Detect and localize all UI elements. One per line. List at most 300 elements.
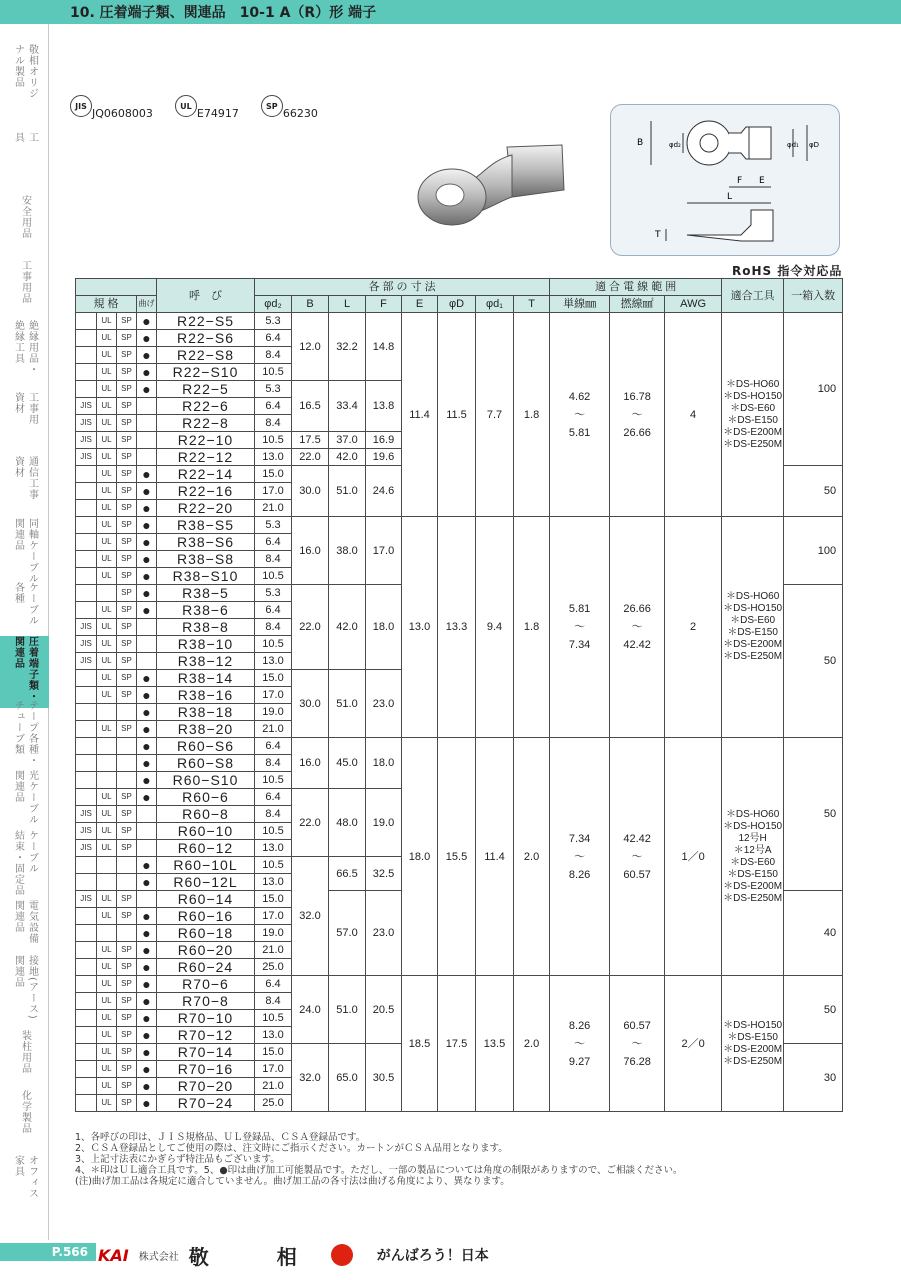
item-name: R70−24 bbox=[157, 1095, 255, 1112]
D-value: 13.3 bbox=[438, 517, 476, 738]
jis-mark: JIS bbox=[76, 398, 97, 415]
L-value: 38.0 bbox=[329, 517, 366, 585]
header-T: T bbox=[514, 296, 550, 313]
box-qty: 100 bbox=[784, 313, 843, 466]
cert-logo bbox=[175, 95, 239, 120]
jis-mark: JIS bbox=[76, 653, 97, 670]
d2-value: 6.4 bbox=[255, 602, 292, 619]
ul-mark: UL bbox=[97, 449, 117, 466]
d2-value: 8.4 bbox=[255, 551, 292, 568]
jis-mark bbox=[76, 721, 97, 738]
sidebar-item-label: テープ各種・ bbox=[26, 700, 38, 766]
csa-mark bbox=[117, 925, 137, 942]
d2-value: 10.5 bbox=[255, 364, 292, 381]
E-value: 11.4 bbox=[402, 313, 438, 517]
cert-logo bbox=[261, 95, 318, 120]
cert-mark-icon: SP bbox=[261, 95, 283, 117]
sidebar-item[interactable] bbox=[0, 955, 49, 1025]
item-name: R60−6 bbox=[157, 789, 255, 806]
ul-mark: UL bbox=[97, 602, 117, 619]
sidebar-item[interactable] bbox=[0, 44, 49, 124]
table-row bbox=[76, 313, 843, 330]
d2-value: 13.0 bbox=[255, 874, 292, 891]
F-value: 17.0 bbox=[366, 517, 402, 585]
csa-mark: SP bbox=[117, 840, 137, 857]
item-name: R38−16 bbox=[157, 687, 255, 704]
item-name: R38−14 bbox=[157, 670, 255, 687]
bend-mark: ● bbox=[137, 1044, 157, 1061]
jis-mark bbox=[76, 908, 97, 925]
page-number: P.566 bbox=[0, 1243, 96, 1261]
notes bbox=[75, 1132, 682, 1187]
jis-mark bbox=[76, 466, 97, 483]
L-value: 42.0 bbox=[329, 449, 366, 466]
note-line: 2、ＣＳＡ登録品としてご使用の際は、注文時にご指示ください。カートンがＣＳＡ品用となります。 bbox=[75, 1143, 508, 1154]
cell-line: 〜 bbox=[631, 408, 643, 421]
bend-mark bbox=[137, 432, 157, 449]
tool-item: ＊DS-E200M bbox=[723, 1043, 783, 1055]
label-d1: φd₁ bbox=[787, 141, 799, 149]
sidebar-item[interactable] bbox=[0, 518, 49, 590]
brand-logo: KAI bbox=[98, 1245, 129, 1265]
sidebar-item-label: 接地(アース) bbox=[26, 955, 38, 1020]
item-name: R70−10 bbox=[157, 1010, 255, 1027]
flower-icon bbox=[331, 1244, 353, 1266]
yosen-range bbox=[610, 738, 665, 976]
header-mage: 曲げ bbox=[137, 296, 157, 313]
cert-code: JQ0608003 bbox=[92, 107, 153, 120]
header-row-1 bbox=[76, 279, 843, 296]
sidebar-item[interactable] bbox=[0, 132, 49, 182]
d2-value: 10.5 bbox=[255, 636, 292, 653]
bend-mark: ● bbox=[137, 381, 157, 398]
header-E: E bbox=[402, 296, 438, 313]
bend-mark bbox=[137, 840, 157, 857]
csa-mark: SP bbox=[117, 1010, 137, 1027]
header-awg: AWG bbox=[665, 296, 722, 313]
item-name: R22−20 bbox=[157, 500, 255, 517]
sidebar-item-label: 関連品 bbox=[12, 955, 24, 988]
csa-mark: SP bbox=[117, 517, 137, 534]
sidebar-item[interactable] bbox=[0, 260, 49, 320]
d2-value: 10.5 bbox=[255, 432, 292, 449]
sidebar-item[interactable] bbox=[0, 195, 49, 255]
item-name: R60−12L bbox=[157, 874, 255, 891]
header-kikaku: 規 格 bbox=[76, 296, 137, 313]
sidebar-item[interactable] bbox=[0, 582, 49, 642]
csa-mark: SP bbox=[117, 908, 137, 925]
F-value: 19.6 bbox=[366, 449, 402, 466]
awg-value: 2 bbox=[665, 517, 722, 738]
bend-mark: ● bbox=[137, 755, 157, 772]
bend-mark bbox=[137, 398, 157, 415]
jis-mark: JIS bbox=[76, 415, 97, 432]
ul-mark bbox=[97, 874, 117, 891]
sidebar-item-label: 絶縁用品・ bbox=[26, 320, 38, 375]
cell-line: 〜 bbox=[631, 1037, 643, 1050]
jis-mark bbox=[76, 789, 97, 806]
d2-value: 8.4 bbox=[255, 993, 292, 1010]
header-D: φD bbox=[438, 296, 476, 313]
item-name: R60−12 bbox=[157, 840, 255, 857]
item-name: R70−14 bbox=[157, 1044, 255, 1061]
table-row bbox=[76, 976, 843, 993]
item-name: R38−S10 bbox=[157, 568, 255, 585]
bend-mark: ● bbox=[137, 1027, 157, 1044]
sidebar-item[interactable] bbox=[0, 1030, 49, 1090]
yosen-range bbox=[610, 313, 665, 517]
sidebar-item[interactable] bbox=[0, 700, 49, 772]
sidebar-item-label: 装柱用品 bbox=[19, 1030, 31, 1074]
L-value: 57.0 bbox=[329, 891, 366, 976]
sidebar-item-label: 各種 bbox=[12, 582, 24, 604]
ul-mark: UL bbox=[97, 483, 117, 500]
csa-mark: SP bbox=[117, 806, 137, 823]
L-value: 48.0 bbox=[329, 789, 366, 857]
item-name: R38−8 bbox=[157, 619, 255, 636]
csa-mark: SP bbox=[117, 602, 137, 619]
jis-mark bbox=[76, 483, 97, 500]
label-T: T bbox=[655, 230, 661, 240]
table-row bbox=[76, 517, 843, 534]
sidebar-item-label: 電気設備 bbox=[26, 900, 38, 944]
bend-mark: ● bbox=[137, 925, 157, 942]
jis-mark bbox=[76, 874, 97, 891]
ul-mark bbox=[97, 857, 117, 874]
box-qty: 40 bbox=[784, 891, 843, 976]
sidebar-item-label: 関連品 bbox=[12, 770, 24, 803]
sidebar bbox=[0, 24, 49, 1240]
T-value: 2.0 bbox=[514, 738, 550, 976]
csa-mark: SP bbox=[117, 364, 137, 381]
cert-code: E74917 bbox=[196, 107, 239, 120]
csa-mark: SP bbox=[117, 823, 137, 840]
bend-mark: ● bbox=[137, 789, 157, 806]
sidebar-item[interactable] bbox=[0, 456, 49, 516]
B-value: 32.0 bbox=[292, 1044, 329, 1112]
csa-mark: SP bbox=[117, 398, 137, 415]
bend-mark: ● bbox=[137, 908, 157, 925]
bend-mark: ● bbox=[137, 670, 157, 687]
item-name: R60−S8 bbox=[157, 755, 255, 772]
cell-line: 26.66 bbox=[623, 426, 651, 439]
label-E: E bbox=[759, 176, 765, 186]
bend-mark: ● bbox=[137, 330, 157, 347]
jis-mark: JIS bbox=[76, 619, 97, 636]
ul-mark: UL bbox=[97, 959, 117, 976]
item-name: R22−16 bbox=[157, 483, 255, 500]
sidebar-item-label: 関連品 bbox=[12, 518, 24, 551]
sidebar-item[interactable] bbox=[0, 900, 49, 960]
label-B: B bbox=[637, 138, 644, 148]
rohs-label: RoHS 指令対応品 bbox=[732, 264, 843, 278]
bend-mark bbox=[137, 619, 157, 636]
item-name: R70−8 bbox=[157, 993, 255, 1010]
sidebar-item[interactable] bbox=[0, 1090, 49, 1150]
sidebar-item[interactable] bbox=[0, 636, 49, 708]
tool-item: ＊DS-E150 bbox=[727, 414, 778, 426]
B-value: 16.0 bbox=[292, 517, 329, 585]
ul-mark: UL bbox=[97, 313, 117, 330]
d2-value: 25.0 bbox=[255, 1095, 292, 1112]
tool-item: ＊12号A bbox=[733, 844, 772, 856]
bend-mark bbox=[137, 415, 157, 432]
L-value: 42.0 bbox=[329, 585, 366, 670]
bend-mark: ● bbox=[137, 687, 157, 704]
tool-item: ＊DS-E60 bbox=[730, 856, 776, 868]
D-value: 17.5 bbox=[438, 976, 476, 1112]
F-value: 13.8 bbox=[366, 381, 402, 432]
cert-code: 66230 bbox=[282, 107, 318, 120]
header-kogu: 適合工具 bbox=[722, 279, 784, 313]
box-qty: 50 bbox=[784, 585, 843, 738]
B-value: 24.0 bbox=[292, 976, 329, 1044]
sidebar-item[interactable] bbox=[0, 320, 49, 390]
sidebar-item-label: 化学製品 bbox=[19, 1090, 31, 1134]
item-name: R70−6 bbox=[157, 976, 255, 993]
csa-mark: SP bbox=[117, 330, 137, 347]
tool-item: ＊DS-E250M bbox=[723, 438, 783, 450]
cell-line: 〜 bbox=[631, 850, 643, 863]
jis-mark bbox=[76, 755, 97, 772]
T-value: 2.0 bbox=[514, 976, 550, 1112]
sidebar-item[interactable] bbox=[0, 392, 49, 452]
ul-mark: UL bbox=[97, 908, 117, 925]
sidebar-item-label: 関連品 bbox=[12, 900, 24, 933]
ul-mark bbox=[97, 925, 117, 942]
ul-mark: UL bbox=[97, 415, 117, 432]
csa-mark: SP bbox=[117, 415, 137, 432]
header-tekigo: 適 合 電 線 範 囲 bbox=[550, 279, 722, 296]
jis-mark bbox=[76, 330, 97, 347]
item-name: R60−10 bbox=[157, 823, 255, 840]
jis-mark bbox=[76, 551, 97, 568]
csa-mark: SP bbox=[117, 942, 137, 959]
csa-mark: SP bbox=[117, 1061, 137, 1078]
csa-mark: SP bbox=[117, 1078, 137, 1095]
header-d2: φd₂ bbox=[255, 296, 292, 313]
tool-item: ＊DS-HO150 bbox=[723, 820, 783, 832]
item-name: R60−18 bbox=[157, 925, 255, 942]
jis-mark bbox=[76, 500, 97, 517]
ul-mark: UL bbox=[97, 381, 117, 398]
tool-item: ＊DS-E150 bbox=[727, 627, 778, 638]
cell-line: 42.42 bbox=[623, 832, 651, 845]
B-value: 16.5 bbox=[292, 381, 329, 432]
sidebar-item-label: 工事用 bbox=[26, 392, 38, 425]
d2-value: 6.4 bbox=[255, 398, 292, 415]
header-hako: 一箱入数 bbox=[784, 279, 843, 313]
jis-mark bbox=[76, 534, 97, 551]
sidebar-item-label: 圧着端子類・ bbox=[26, 636, 38, 702]
item-name: R60−8 bbox=[157, 806, 255, 823]
sidebar-item-label: ケーブル bbox=[26, 830, 38, 874]
csa-mark bbox=[117, 738, 137, 755]
d2-value: 13.0 bbox=[255, 653, 292, 670]
cell-line: 8.26 bbox=[568, 868, 591, 881]
ul-mark: UL bbox=[97, 398, 117, 415]
item-name: R38−6 bbox=[157, 602, 255, 619]
bend-mark: ● bbox=[137, 857, 157, 874]
csa-mark bbox=[117, 857, 137, 874]
B-value: 22.0 bbox=[292, 789, 329, 857]
jis-mark bbox=[76, 381, 97, 398]
awg-value: 2／0 bbox=[665, 976, 722, 1112]
tansen-range bbox=[550, 976, 610, 1112]
d2-value: 10.5 bbox=[255, 772, 292, 789]
bend-mark: ● bbox=[137, 602, 157, 619]
bend-mark: ● bbox=[137, 704, 157, 721]
item-name: R60−S6 bbox=[157, 738, 255, 755]
item-name: R60−20 bbox=[157, 942, 255, 959]
csa-mark: SP bbox=[117, 891, 137, 908]
item-name: R22−6 bbox=[157, 398, 255, 415]
bend-mark: ● bbox=[137, 466, 157, 483]
ul-mark: UL bbox=[97, 993, 117, 1010]
ul-mark bbox=[97, 772, 117, 789]
ul-mark: UL bbox=[97, 721, 117, 738]
header-tansen: 単線㎜ bbox=[550, 296, 610, 313]
bend-mark: ● bbox=[137, 874, 157, 891]
cert-mark-icon: UL bbox=[175, 95, 197, 117]
bend-mark bbox=[137, 449, 157, 466]
sidebar-item[interactable] bbox=[0, 1155, 49, 1215]
jis-mark: JIS bbox=[76, 432, 97, 449]
d2-value: 13.0 bbox=[255, 840, 292, 857]
item-name: R38−10 bbox=[157, 636, 255, 653]
sidebar-item-label: 資材 bbox=[12, 456, 24, 478]
jis-mark bbox=[76, 568, 97, 585]
tool-item: ＊DS-E60 bbox=[730, 402, 776, 414]
item-name: R38−20 bbox=[157, 721, 255, 738]
item-name: R38−18 bbox=[157, 704, 255, 721]
spec-table bbox=[75, 278, 843, 1112]
csa-mark: SP bbox=[117, 959, 137, 976]
jis-mark bbox=[76, 602, 97, 619]
csa-mark: SP bbox=[117, 466, 137, 483]
cell-line: 5.81 bbox=[568, 426, 591, 439]
ul-mark: UL bbox=[97, 789, 117, 806]
jis-mark bbox=[76, 1044, 97, 1061]
ul-mark: UL bbox=[97, 942, 117, 959]
tansen-range bbox=[550, 517, 610, 738]
item-name: R22−S5 bbox=[157, 313, 255, 330]
cell-line: 9.27 bbox=[568, 1055, 591, 1068]
jis-mark bbox=[76, 1027, 97, 1044]
csa-mark: SP bbox=[117, 449, 137, 466]
bend-mark: ● bbox=[137, 993, 157, 1010]
sidebar-item-label: 敬相オリジ bbox=[26, 44, 38, 99]
bend-mark bbox=[137, 806, 157, 823]
header-d1: φd₁ bbox=[476, 296, 514, 313]
ul-mark: UL bbox=[97, 347, 117, 364]
bend-mark: ● bbox=[137, 364, 157, 381]
csa-mark: SP bbox=[117, 1044, 137, 1061]
bend-mark: ● bbox=[137, 585, 157, 602]
box-qty: 50 bbox=[784, 466, 843, 517]
bend-mark: ● bbox=[137, 1010, 157, 1027]
item-name: R22−5 bbox=[157, 381, 255, 398]
item-name: R70−12 bbox=[157, 1027, 255, 1044]
ul-mark: UL bbox=[97, 636, 117, 653]
d2-value: 15.0 bbox=[255, 670, 292, 687]
item-name: R38−12 bbox=[157, 653, 255, 670]
B-value: 17.5 bbox=[292, 432, 329, 449]
tansen-range bbox=[550, 313, 610, 517]
item-name: R22−S8 bbox=[157, 347, 255, 364]
sidebar-item[interactable] bbox=[0, 830, 49, 902]
ul-mark: UL bbox=[97, 517, 117, 534]
cert-logos bbox=[70, 95, 318, 120]
header-yobi: 呼 び bbox=[157, 279, 255, 313]
d2-value: 8.4 bbox=[255, 619, 292, 636]
F-value: 19.0 bbox=[366, 789, 402, 857]
d2-value: 10.5 bbox=[255, 857, 292, 874]
ul-mark: UL bbox=[97, 619, 117, 636]
ul-mark: UL bbox=[97, 653, 117, 670]
L-value: 33.4 bbox=[329, 381, 366, 432]
dimension-drawing bbox=[610, 104, 840, 256]
csa-mark: SP bbox=[117, 1095, 137, 1112]
sidebar-item-label: 工 bbox=[26, 132, 38, 143]
note-line: (注)曲げ加工品は各規定に適合していません。曲げ加工品の各寸法は曲げる角度により、異なります。 bbox=[75, 1176, 510, 1187]
slogan: がんばろう！日本 bbox=[376, 1248, 489, 1264]
cell-line: 〜 bbox=[631, 621, 643, 633]
box-qty: 50 bbox=[784, 738, 843, 891]
ul-mark: UL bbox=[97, 568, 117, 585]
jis-mark bbox=[76, 704, 97, 721]
F-value: 30.5 bbox=[366, 1044, 402, 1112]
d2-value: 6.4 bbox=[255, 738, 292, 755]
csa-mark: SP bbox=[117, 619, 137, 636]
jis-mark bbox=[76, 738, 97, 755]
tool-item: ＊DS-E150 bbox=[727, 1031, 778, 1043]
ul-mark: UL bbox=[97, 1061, 117, 1078]
cell-line: 〜 bbox=[574, 621, 586, 633]
item-name: R22−10 bbox=[157, 432, 255, 449]
bend-mark: ● bbox=[137, 738, 157, 755]
ul-mark: UL bbox=[97, 1027, 117, 1044]
ul-mark: UL bbox=[97, 432, 117, 449]
jis-mark bbox=[76, 959, 97, 976]
cell-line: 〜 bbox=[574, 1037, 586, 1050]
L-value: 65.0 bbox=[329, 1044, 366, 1112]
D-value: 11.5 bbox=[438, 313, 476, 517]
bend-mark: ● bbox=[137, 347, 157, 364]
sidebar-item-label: 通信工事 bbox=[26, 456, 38, 500]
L-value: 32.2 bbox=[329, 313, 366, 381]
d1-value: 9.4 bbox=[476, 517, 514, 738]
sidebar-item-label: 同軸ケーブル bbox=[26, 518, 38, 584]
F-value: 23.0 bbox=[366, 670, 402, 738]
csa-mark: SP bbox=[117, 789, 137, 806]
ul-mark: UL bbox=[97, 806, 117, 823]
box-qty: 30 bbox=[784, 1044, 843, 1112]
label-D: φD bbox=[809, 141, 820, 149]
jis-mark bbox=[76, 313, 97, 330]
sidebar-item-label: 光ケーブル bbox=[26, 770, 38, 825]
csa-mark: SP bbox=[117, 585, 137, 602]
d2-value: 15.0 bbox=[255, 1044, 292, 1061]
B-value: 12.0 bbox=[292, 313, 329, 381]
bend-mark: ● bbox=[137, 721, 157, 738]
jis-mark bbox=[76, 993, 97, 1010]
jis-mark bbox=[76, 517, 97, 534]
item-name: R60−24 bbox=[157, 959, 255, 976]
cell-line: 8.26 bbox=[568, 1019, 591, 1032]
terminal-photo bbox=[412, 135, 572, 235]
csa-mark: SP bbox=[117, 381, 137, 398]
